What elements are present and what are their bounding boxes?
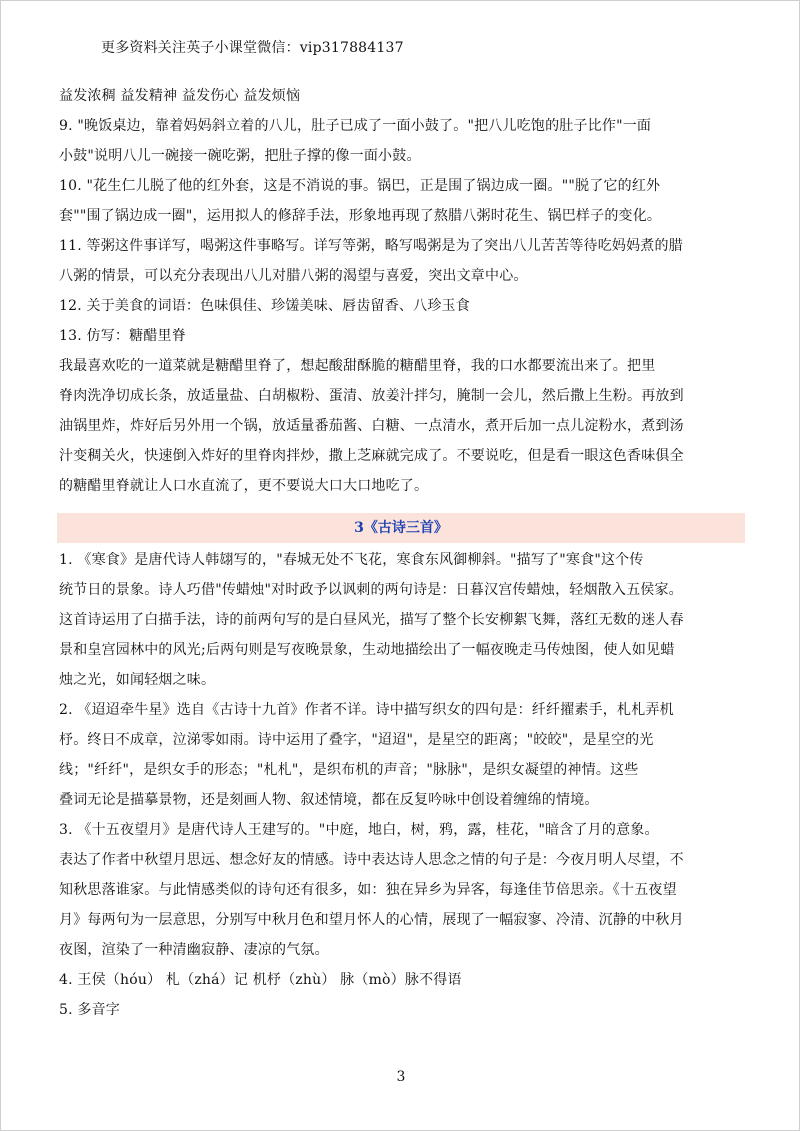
text-line: 12. 关于美食的词语：色味俱佳、珍馐美味、唇齿留香、八珍玉食 <box>59 298 470 314</box>
text-line: 杼。终日不成章，泣涕零如雨。诗中运用了叠字，"迢迢"，是星空的距离；"皎皎"，是星空的光 <box>59 732 654 748</box>
text-line: 知秋思落谁家。与此情感类似的诗句还有很多，如：独在异乡为异客，每逢佳节倍思亲。《十五夜望 <box>59 882 677 898</box>
section-title: 3《古诗三首》 <box>57 513 745 543</box>
text-line: 表达了作者中秋望月思远、想念好友的情感。诗中表达诗人思念之情的句子是：今夜月明人尽望，不 <box>59 852 684 868</box>
text-line: 9. "晚饭桌边，靠着妈妈斜立着的八儿，肚子已成了一面小鼓了。"把八儿吃饱的肚子比作"一面 <box>59 118 652 134</box>
text-line: 的糖醋里脊就让人口水直流了，更不要说大口大口地吃了。 <box>59 478 429 494</box>
text-line: 景和皇宫园林中的风光;后两句则是写夜晚景象，生动地描绘出了一幅夜晚走马传烛图，使人如见蜡 <box>59 642 675 658</box>
text-line: 13. 仿写：糖醋里脊 <box>59 328 186 344</box>
text-line: 叠词无论是描摹景物，还是刻画人物、叙述情境，都在反复吟咏中创设着缠绵的情境。 <box>59 792 599 808</box>
text-line: 汁变稠关火，快速倒入炸好的里脊肉拌炒，撒上芝麻就完成了。不要说吃，但是看一眼这色香味俱全 <box>59 448 684 464</box>
text-line: 3. 《十五夜望月》是唐代诗人王建写的。"中庭，地白，树，鸦，露，桂花，"暗含了月的意象。 <box>59 822 659 838</box>
text-line: 套""围了锅边成一圈"，运用拟人的修辞手法，形象地再现了熬腊八粥时花生、锅巴样子的变化。 <box>59 208 662 224</box>
text-line: 小鼓"说明八儿一碗接一碗吃粥，把肚子撑的像一面小鼓。 <box>59 148 421 164</box>
text-block-2 <box>59 545 749 1025</box>
text-line: 月》每两句为一层意思，分别写中秋月色和望月怀人的心情，展现了一幅寂寥、冷清、沉静的中秋月 <box>59 912 684 928</box>
page-number: 3 <box>396 1069 406 1085</box>
text-line: 油锅里炸，炸好后另外用一个锅，放适量番茄酱、白糖、一点清水，煮开后加一点儿淀粉水，煮到汤 <box>59 418 684 434</box>
text-line: 这首诗运用了白描手法，诗的前两句写的是白昼风光，描写了整个长安柳絮飞舞，落红无数的迷人春 <box>59 612 684 628</box>
text-line: 10. "花生仁儿脱了他的红外套，这是不消说的事。锅巴，正是围了锅边成一圈。""脱了它的红外 <box>59 178 661 194</box>
text-line: 1. 《寒食》是唐代诗人韩翃写的，"春城无处不飞花，寒食东风御柳斜。"描写了"寒食"这个传 <box>59 552 644 568</box>
text-line: 夜图，渲染了一种清幽寂静、凄凉的气氛。 <box>59 942 329 958</box>
text-line: 烛之光，如闻轻烟之味。 <box>59 672 216 688</box>
watermark-text: 更多资料关注英子小课堂微信：vip317884137 <box>101 40 404 56</box>
text-line: 4. 王侯（hóu） 札（zhá）记 机杼（zhù） 脉（mò）脉不得语 <box>59 972 462 988</box>
text-block-1 <box>59 81 749 501</box>
text-line: 益发浓稠 益发精神 益发伤心 益发烦恼 <box>59 88 301 104</box>
header-watermark <box>101 33 791 63</box>
text-line: 线；"纤纤"，是织女手的形态；"札札"，是织布机的声音；"脉脉"，是织女凝望的神情。这些 <box>59 762 639 778</box>
text-line: 5. 多音字 <box>59 1002 121 1018</box>
text-line: 2. 《迢迢牵牛星》选自《古诗十九首》作者不详。诗中描写织女的四句是：纤纤擢素手，札札弄机 <box>59 702 674 718</box>
text-line: 统节日的景象。诗人巧借"传蜡烛"对时政予以讽刺的两句诗是：日暮汉宫传蜡烛，轻烟散入五侯家。 <box>59 582 683 598</box>
text-line: 脊肉洗净切成长条，放适量盐、白胡椒粉、蛋清、放姜汁拌匀，腌制一会儿，然后撒上生粉。再放到 <box>59 388 684 404</box>
text-line: 我最喜欢吃的一道菜就是糖醋里脊了，想起酸甜酥脆的糖醋里脊，我的口水都要流出来了。把里 <box>59 358 656 374</box>
text-line: 11. 等粥这件事详写，喝粥这件事略写。详写等粥，略写喝粥是为了突出八儿苦苦等待吃妈妈煮的腊 <box>59 238 683 254</box>
text-line: 八粥的情景，可以充分表现出八儿对腊八粥的渴望与喜爱，突出文章中心。 <box>59 268 528 284</box>
